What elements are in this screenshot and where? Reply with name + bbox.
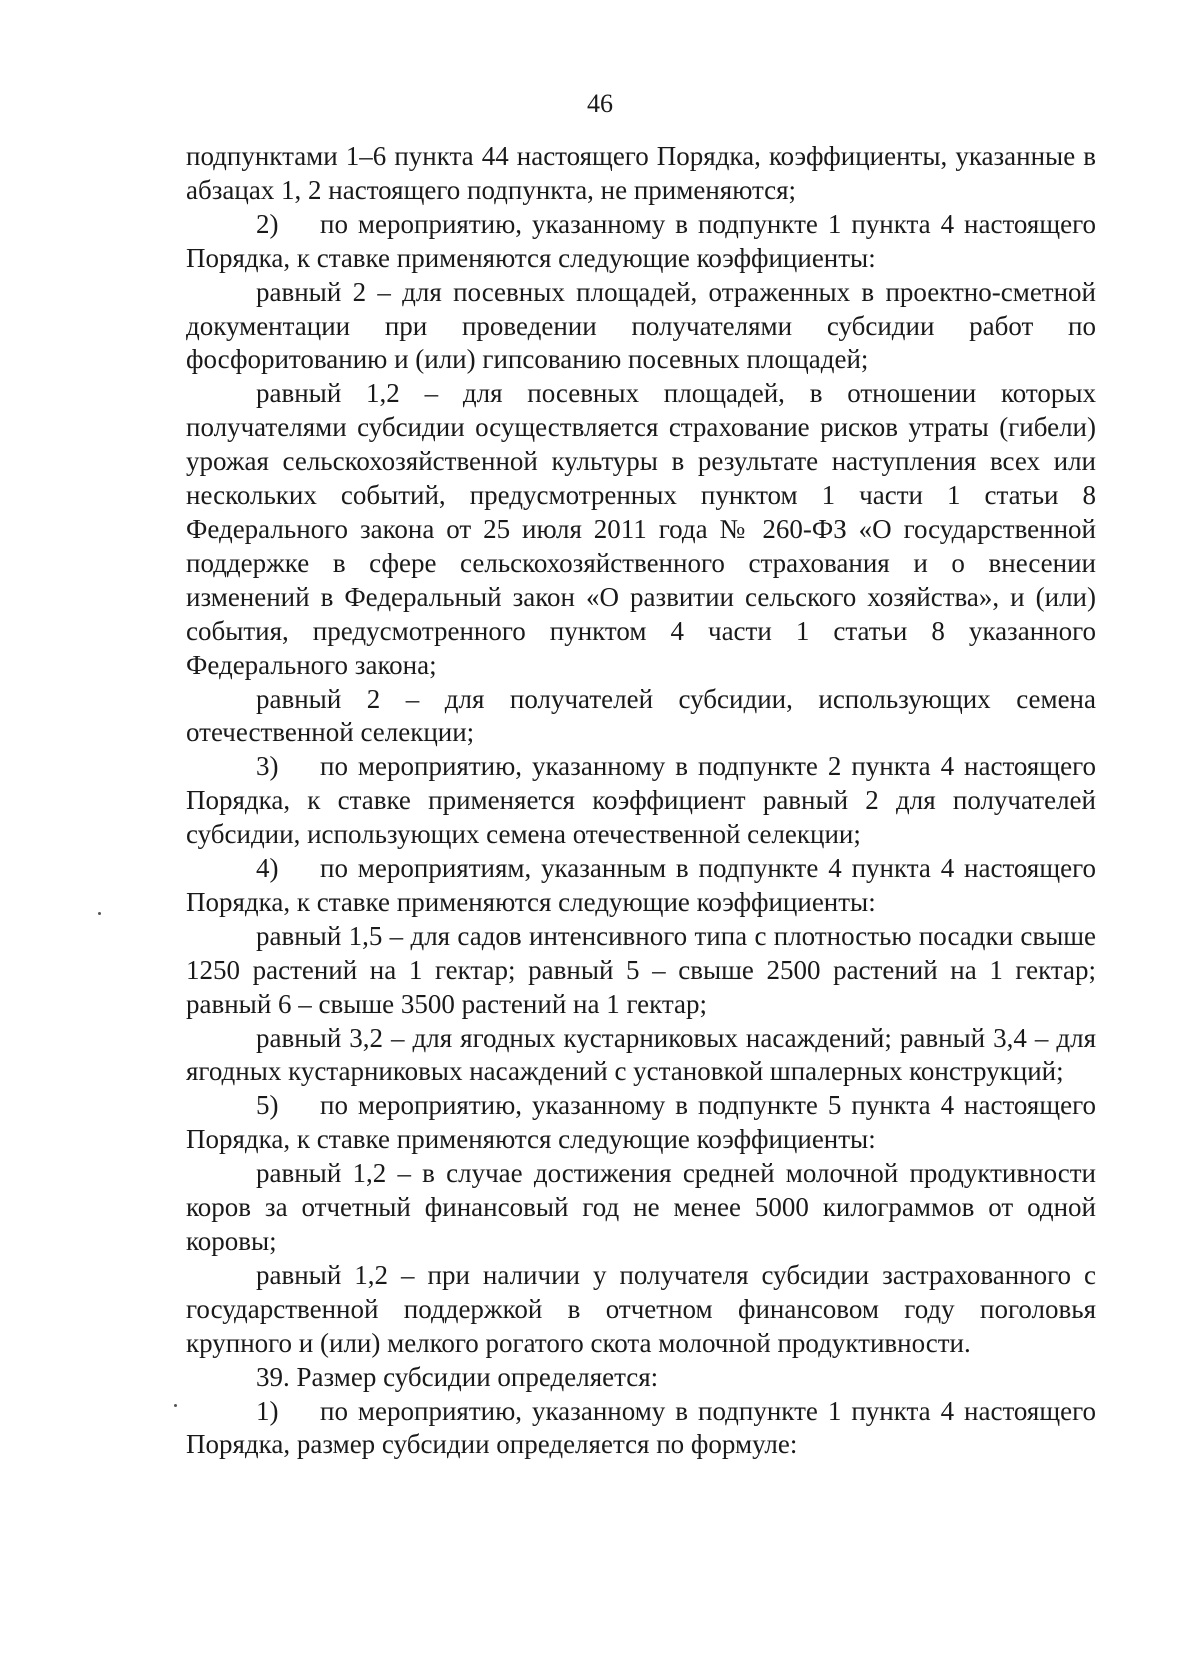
page-number: 46 xyxy=(587,89,613,118)
list-item-text: по мероприятию, указанному в подпункте 1 пункта 4 настоящего Порядка, к ставке применяются следующие коэффициенты: xyxy=(186,208,1096,273)
list-item xyxy=(186,750,1096,852)
document-body xyxy=(186,140,1096,1462)
list-item-number: 1) xyxy=(256,1395,279,1426)
list-item xyxy=(186,1089,1096,1157)
paragraph: подпунктами 1–6 пункта 44 настоящего Порядка, коэффициенты, указанные в абзацах 1, 2 настоящего подпункта, не применяются; xyxy=(186,141,1096,205)
list-item-number: 2) xyxy=(256,208,279,239)
list-item xyxy=(186,852,1096,920)
list-item-text: по мероприятию, указанному в подпункте 2 пункта 4 настоящего Порядка, к ставке применяется коэффициент равный 2 для получателей субсидии, использующих семена отечественной селекции; xyxy=(186,751,1096,850)
list-item-text: по мероприятиям, указанным в подпункте 4 пункта 4 настоящего Порядка, к ставке применяются следующие коэффициенты: xyxy=(186,853,1096,917)
list-item-number: 4) xyxy=(256,853,279,884)
section-heading: 39. Размер субсидии определяется: xyxy=(256,1361,659,1392)
paragraph: равный 1,2 – для посевных площадей, в отношении которых получателями субсидии осуществляется страхование рисков утраты (гибели) урожая сельскохозяйственной культуры в результате наступления всех или нескольких событий, предусмотренных пунктом 1 части 1 статьи 8 Федерального закона от 25 июля 2011 года № 260-ФЗ «О государственной поддержке в сфере сельскохозяйственного страхования и о внесении изменений в Федеральный закон «О развитии сельского хозяйства», и (или) события, предусмотренного пунктом 4 части 1 статьи 8 указанного Федерального закона; xyxy=(186,378,1096,680)
paragraph: равный 3,2 – для ягодных кустарниковых насаждений; равный 3,4 – для ягодных кустарниковых насаждений с установкой шпалерных конструкций; xyxy=(186,1022,1096,1087)
list-item-text: по мероприятию, указанному в подпункте 1 пункта 4 настоящего Порядка, размер субсидии определяется по формуле: xyxy=(186,1395,1096,1460)
scan-artifact xyxy=(174,1404,177,1407)
scan-artifact xyxy=(98,912,101,915)
list-item-number: 3) xyxy=(256,751,279,782)
paragraph: равный 1,2 – в случае достижения средней молочной продуктивности коров за отчетный финансовый год не менее 5000 килограммов от одной коровы; xyxy=(186,1158,1096,1256)
paragraph: равный 2 – для получателей субсидии, использующих семена отечественной селекции; xyxy=(186,683,1096,748)
list-item-text: по мероприятию, указанному в подпункте 5 пункта 4 настоящего Порядка, к ставке применяются следующие коэффициенты: xyxy=(186,1090,1096,1155)
list-item-number: 5) xyxy=(256,1090,279,1121)
paragraph: равный 2 – для посевных площадей, отраженных в проектно-сметной документации при проведении получателями субсидии работ по фосфоритованию и (или) гипсованию посевных площадей; xyxy=(186,276,1096,375)
paragraph: равный 1,5 – для садов интенсивного типа с плотностью посадки свыше 1250 растений на 1 гектар; равный 5 – свыше 2500 растений на 1 гектар; равный 6 – свыше 3500 растений на 1 гектар; xyxy=(186,920,1096,1019)
list-item xyxy=(186,208,1096,276)
list-item xyxy=(186,1395,1096,1463)
paragraph: равный 1,2 – при наличии у получателя субсидии застрахованного с государственной поддержкой в отчетном финансовом году поголовья крупного и (или) мелкого рогатого скота молочной продуктивности. xyxy=(186,1259,1096,1358)
